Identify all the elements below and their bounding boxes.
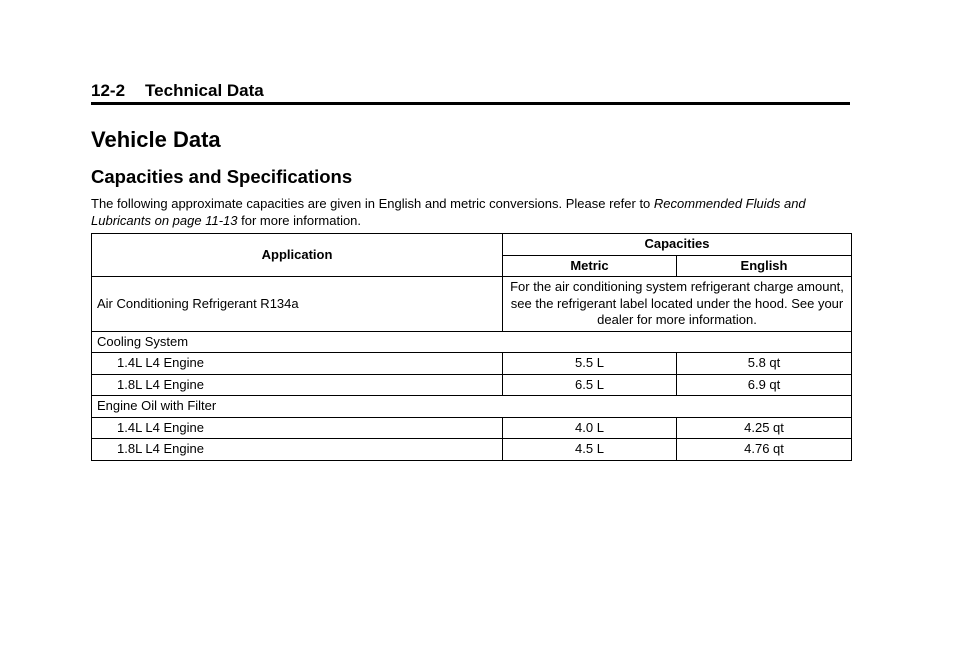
table-row — [92, 417, 852, 439]
chapter-title: Technical Data — [145, 81, 264, 100]
table-row — [92, 277, 852, 332]
application-cell: Air Conditioning Refrigerant R134a — [92, 277, 503, 332]
table-row — [92, 374, 852, 396]
header-application: Application — [92, 234, 503, 277]
intro-paragraph — [91, 195, 851, 229]
header-capacities: Capacities — [503, 234, 852, 256]
capacities-table — [91, 233, 852, 461]
metric-cell: 6.5 L — [503, 374, 677, 396]
group-name: Engine Oil with Filter — [92, 396, 852, 418]
english-cell: 4.25 qt — [677, 417, 852, 439]
section-title: Vehicle Data — [91, 127, 221, 152]
application-cell: 1.4L L4 Engine — [92, 417, 503, 439]
table-row — [92, 439, 852, 461]
metric-cell: 4.5 L — [503, 439, 677, 461]
page-number: 12-2 — [91, 81, 126, 100]
metric-cell: 5.5 L — [503, 353, 677, 375]
english-cell: 6.9 qt — [677, 374, 852, 396]
page-header — [91, 81, 850, 105]
table-header-row — [92, 234, 852, 256]
application-cell: 1.8L L4 Engine — [92, 374, 503, 396]
application-cell: 1.8L L4 Engine — [92, 439, 503, 461]
refrigerant-note: For the air conditioning system refrigerant charge amount, see the refrigerant label located under the hood. See your dealer for more information. — [503, 277, 852, 332]
intro-text: The following approximate capacities are given in English and metric conversions. Please refer to — [91, 196, 654, 211]
intro-text-end: for more information. — [237, 213, 362, 228]
english-cell: 5.8 qt — [677, 353, 852, 375]
group-row — [92, 331, 852, 353]
table-row — [92, 353, 852, 375]
metric-cell: 4.0 L — [503, 417, 677, 439]
group-name: Cooling System — [92, 331, 852, 353]
english-cell: 4.76 qt — [677, 439, 852, 461]
intro-reference-link: Recommended Fluids and Lubricants on page 11-13 — [91, 196, 806, 228]
application-cell: 1.4L L4 Engine — [92, 353, 503, 375]
subsection-title: Capacities and Specifications — [91, 166, 353, 187]
header-metric: Metric — [503, 255, 677, 277]
header-english: English — [677, 255, 852, 277]
group-row — [92, 396, 852, 418]
